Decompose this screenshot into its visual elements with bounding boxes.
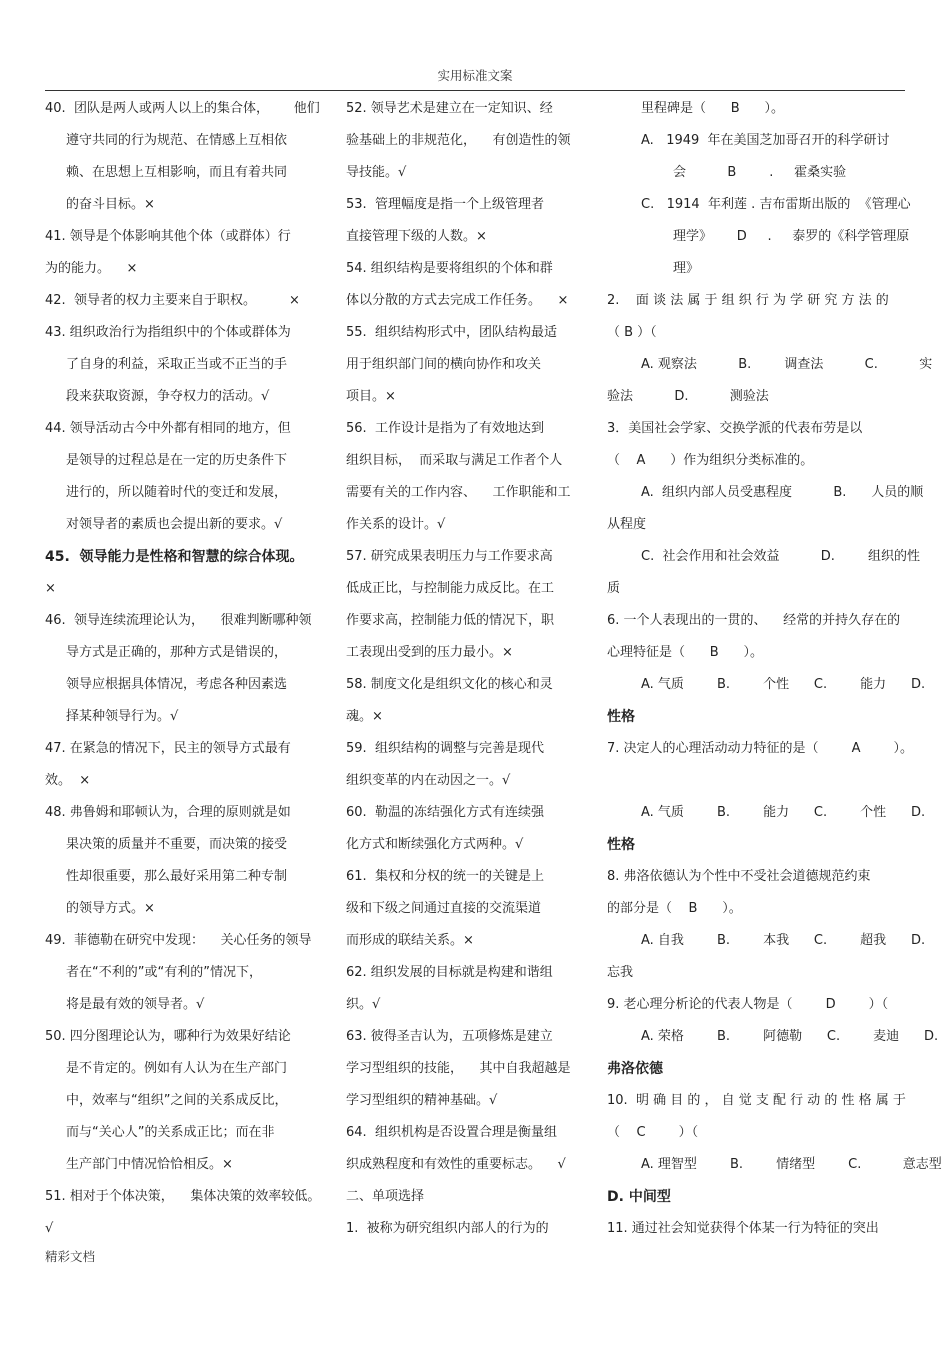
text-line: 9. 老心理分析论的代表人物是（ D ）（ <box>607 997 889 1012</box>
text-line: 是领导的过程总是在一定的历史条件下 <box>66 453 288 468</box>
text-line: 从程度 <box>607 517 647 532</box>
text-line: 工表现出受到的压力最小。× <box>346 645 513 660</box>
text-line: C. 社会作用和社会效益 D. 组织的性 <box>641 549 920 564</box>
text-line: × <box>45 581 56 596</box>
text-line: D. 中间型 <box>607 1189 671 1205</box>
text-line: 了自身的利益，采取正当或不正当的手 <box>66 357 288 372</box>
text-line: 56. 工作设计是指为了有效地达到 <box>346 421 544 436</box>
text-line: 织。√ <box>346 997 381 1012</box>
text-line: 44. 领导活动古今中外都有相同的地方，但 <box>45 421 291 436</box>
text-line: 2. 面 谈 法 属 于 组 织 行 为 学 研 究 方 法 的 <box>607 293 889 308</box>
text-line: 弗洛依德 <box>607 1061 663 1077</box>
column-right <box>607 93 942 1245</box>
text-line: 49. 菲德勒在研究中发现： 关心任务的领导 <box>45 933 312 948</box>
text-line: 8. 弗洛依德认为个性中不受社会道德规范约束 <box>607 869 871 884</box>
text-line: 而与“关心人”的关系成正比；而在非 <box>66 1125 275 1140</box>
text-line: 领导应根据具体情况，考虑各种因素选 <box>66 677 288 692</box>
text-line: 的部分是（ B ）。 <box>607 901 742 916</box>
text-line: 51. 相对于个体决策， 集体决策的效率较低。 <box>45 1189 321 1204</box>
text-line: （ A ）作为组织分类标准的。 <box>607 453 814 468</box>
text-line: 会 B . 霍桑实验 <box>673 165 847 180</box>
text-line: 性格 <box>607 709 635 725</box>
text-line: 性格 <box>607 837 635 853</box>
text-line: 6. 一个人表现出的一贯的、 经常的并持久存在的 <box>607 613 901 628</box>
text-line: 64. 组织机构是否设置合理是衡量组 <box>346 1125 557 1140</box>
text-line: 是不肯定的。例如有人认为在生产部门 <box>66 1061 288 1076</box>
text-line: 58. 制度文化是组织文化的核心和灵 <box>346 677 553 692</box>
text-line: 11. 通过社会知觉获得个体某一行为特征的突出 <box>607 1221 879 1236</box>
text-line: A. 气质 B. 能力 C. 个性 D. <box>641 805 926 820</box>
page-header: 实用标准文案 <box>437 68 513 83</box>
text-line: 导方式是正确的，那种方式是错误的， <box>66 645 288 660</box>
text-line: 体以分散的方式去完成工作任务。 × <box>346 293 569 308</box>
text-line: 组织变革的内在动因之一。√ <box>346 773 511 788</box>
text-line: 55. 组织结构形式中，团队结构最适 <box>346 325 557 340</box>
text-line: 段来获取资源，争夺权力的活动。√ <box>66 389 270 404</box>
text-line: 学习型组织的技能， 其中自我超越是 <box>346 1061 571 1076</box>
text-line: A. 气质 B. 个性 C. 能力 D. <box>641 677 926 692</box>
text-line: 43. 组织政治行为指组织中的个体或群体为 <box>45 325 291 340</box>
text-line: 果决策的质量并不重要，而决策的接受 <box>66 837 288 852</box>
text-line: A. 1949 年在美国芝加哥召开的科学研讨 <box>641 133 890 148</box>
text-line: 将是最有效的领导者。√ <box>66 997 205 1012</box>
text-line: 62. 组织发展的目标就是构建和谐组 <box>346 965 553 980</box>
text-line: 42. 领导者的权力主要来自于职权。 × <box>45 293 300 308</box>
text-line: 赖、在思想上互相影响，而且有着共同 <box>66 165 288 180</box>
text-line: 级和下级之间通过直接的交流渠道 <box>346 901 542 916</box>
text-line: 进行的，所以随着时代的变迁和发展， <box>66 485 288 500</box>
text-line: 对领导者的素质也会提出新的要求。√ <box>66 517 283 532</box>
blank-line <box>607 765 907 797</box>
text-line: 组织目标， 而采取与满足工作者个人 <box>346 453 563 468</box>
text-line: 40. 团队是两人或两人以上的集合体， 他们 <box>45 101 320 116</box>
text-line: （ B ）（ <box>607 325 657 340</box>
text-line: 遵守共同的行为规范、在情感上互相依 <box>66 133 288 148</box>
text-line: 47. 在紧急的情况下，民主的领导方式最有 <box>45 741 291 756</box>
text-line: 验基础上的非规范化， 有创造性的领 <box>346 133 571 148</box>
text-line: 的奋斗目标。× <box>66 197 155 212</box>
text-line: 者在“不利的”或“有利的”情况下， <box>66 965 262 980</box>
text-line: 学习型组织的精神基础。√ <box>346 1093 498 1108</box>
text-line: 验法 D. 测验法 <box>607 389 769 404</box>
page-footer: 精彩文档 <box>45 1249 96 1264</box>
text-line: A. 自我 B. 本我 C. 超我 D. <box>641 933 926 948</box>
text-line: 53. 管理幅度是指一个上级管理者 <box>346 197 544 212</box>
text-line: C. 1914 年利莲 . 吉布雷斯出版的 《管理心 <box>641 197 911 212</box>
text-line: 理学》 D . 泰罗的《科学管理原 <box>673 229 910 244</box>
text-line: 54. 组织结构是要将组织的个体和群 <box>346 261 553 276</box>
text-line: 57. 研究成果表明压力与工作要求高 <box>346 549 553 564</box>
text-line: 46. 领导连续流理论认为， 很难判断哪种领 <box>45 613 312 628</box>
text-line: 生产部门中情况恰恰相反。× <box>66 1157 233 1172</box>
text-line: 忘我 <box>607 965 634 980</box>
text-line: 质 <box>607 581 621 596</box>
text-line: 的领导方式。× <box>66 901 155 916</box>
text-line: 性却很重要，那么最好采用第二种专制 <box>66 869 288 884</box>
text-line: 低成正比，与控制能力成反比。在工 <box>346 581 555 596</box>
text-line: 需要有关的工作内容、 工作职能和工 <box>346 485 571 500</box>
text-line: 52. 领导艺术是建立在一定知识、经 <box>346 101 553 116</box>
text-line: 作关系的设计。√ <box>346 517 446 532</box>
text-line: 直接管理下级的人数。× <box>346 229 487 244</box>
text-line: 1. 被称为研究组织内部人的行为的 <box>346 1221 549 1236</box>
text-line: 59. 组织结构的调整与完善是现代 <box>346 741 544 756</box>
text-line: A. 组织内部人员受惠程度 B. 人员的顺 <box>641 485 924 500</box>
text-line: 用于组织部门间的横向协作和攻关 <box>346 357 542 372</box>
text-line: 60. 勒温的冻结强化方式有连续强 <box>346 805 544 820</box>
text-line: 3．美国社会学家、交换学派的代表布劳是以 <box>607 421 863 436</box>
text-line: 心理特征是（ B ）。 <box>607 645 764 660</box>
text-line: 41. 领导是个体影响其他个体（或群体）行 <box>45 229 291 244</box>
text-line: 50. 四分图理论认为，哪种行为效果好结论 <box>45 1029 291 1044</box>
text-line: A. 荣格 B. 阿德勒 C. 麦迪 D. <box>641 1029 939 1044</box>
text-line: 效。 × <box>45 773 91 788</box>
text-line: 作要求高，控制能力低的情况下，职 <box>346 613 555 628</box>
text-line: 为的能力。 × <box>45 261 138 276</box>
header-divider <box>45 90 905 91</box>
text-line: 导技能。√ <box>346 165 407 180</box>
text-line: （ C ）（ <box>607 1125 699 1140</box>
text-line: A. 观察法 B. 调查法 C. 实 <box>641 357 933 372</box>
text-line: 10. 明 确 目 的 ， 自 觉 支 配 行 动 的 性 格 属 于 <box>607 1093 906 1108</box>
text-line: 7. 决定人的心理活动动力特征的是（ A ）。 <box>607 741 914 756</box>
column-left <box>45 93 321 1245</box>
text-line: 而形成的联结关系。× <box>346 933 474 948</box>
text-line: √ <box>45 1221 54 1236</box>
text-line: A. 理智型 B. 情绪型 C. 意志型 <box>641 1157 942 1172</box>
text-line: 化方式和断续强化方式两种。√ <box>346 837 524 852</box>
text-line: 理》 <box>673 261 700 276</box>
column-middle <box>346 93 576 1245</box>
text-line: 45. 领导能力是性格和智慧的综合体现。 <box>45 549 304 565</box>
text-line: 61. 集权和分权的统一的关键是上 <box>346 869 544 884</box>
text-line: 择某种领导行为。√ <box>66 709 179 724</box>
text-line: 中，效率与“组织”之间的关系成反比， <box>66 1093 288 1108</box>
text-line: 项目。× <box>346 389 396 404</box>
text-line: 魂。× <box>346 709 383 724</box>
text-line: 63. 彼得圣吉认为，五项修炼是建立 <box>346 1029 553 1044</box>
text-line: 里程碑是（ B ）。 <box>641 101 785 116</box>
text-line: 织成熟程度和有效性的重要标志。 √ <box>346 1157 566 1172</box>
text-line: 48. 弗鲁姆和耶顿认为，合理的原则就是如 <box>45 805 291 820</box>
section-heading: 二、单项选择 <box>346 1189 425 1204</box>
